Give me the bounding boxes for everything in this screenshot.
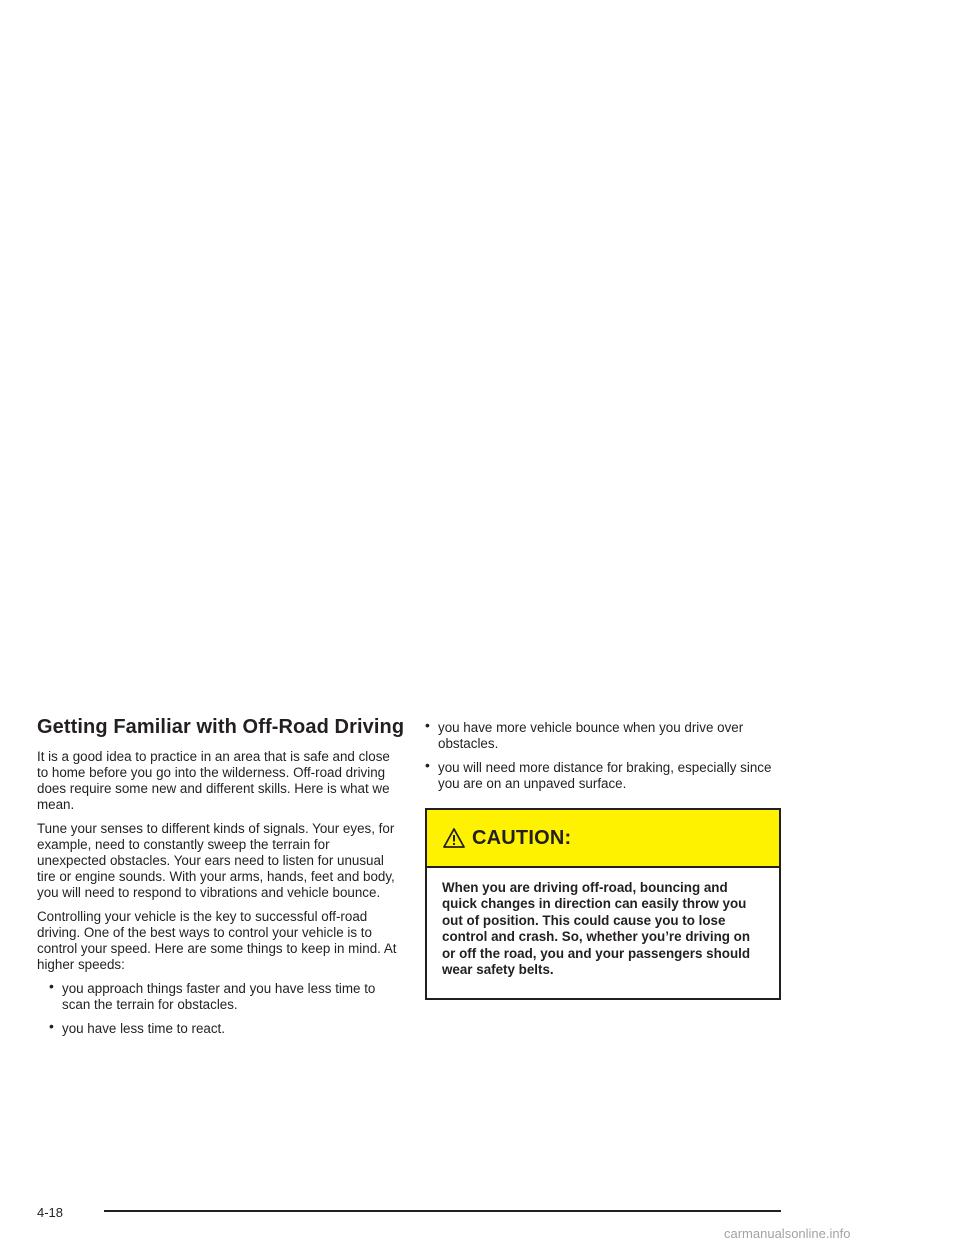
caution-title: CAUTION:: [472, 826, 572, 849]
list-item: • you have more vehicle bounce when you drive over obstacles.: [425, 717, 744, 751]
watermark: carmanualsonline.info: [724, 1226, 851, 1241]
paragraph-speed: Controlling your vehicle is the key to successful off-road driving. One of the best ways to control your vehicle is to control your speed. Here are some things to keep in mind. At higher speeds:: [37, 909, 397, 972]
list-item: • you approach things faster and you have less time to scan the terrain for obstacles.: [49, 978, 376, 1012]
bullet-icon: •: [425, 717, 430, 733]
warning-triangle-icon: [442, 827, 466, 849]
bullet-icon: •: [49, 978, 54, 994]
caution-header: [427, 810, 779, 868]
paragraph-practice: It is a good idea to practice in an area that is safe and close to home before you go into the wilderness. Off-road driving does require some new and different skills. Here is what we mean.: [37, 749, 390, 812]
page-number: 4-18: [37, 1205, 64, 1220]
paragraph-senses: Tune your senses to different kinds of signals. Your eyes, for example, need to constantly sweep the terrain for unexpected obstacles. Your ears need to listen for unusual tire or engine sounds. With your arms, hands, feet and body, you will need to respond to vibrations and vehicle bounce.: [37, 821, 395, 900]
section-title: Getting Familiar with Off-Road Driving: [37, 716, 405, 738]
speed-bullet-list-continued: [425, 717, 781, 792]
bullet-icon: •: [49, 1018, 54, 1034]
list-item: • you will need more distance for braking, especially since you are on an unpaved surface.: [425, 757, 772, 791]
caution-text: When you are driving off-road, bouncing and quick changes in direction can easily throw you out of position. This could cause you to lose control and crash. So, whether you’re driving on or off the road, you and your passengers should wear safety belts.: [442, 880, 751, 978]
bullet-icon: •: [425, 757, 430, 773]
right-column: [425, 717, 781, 1000]
caution-box: [425, 808, 781, 1000]
left-column: [37, 716, 405, 1045]
footer-rule: [104, 1210, 781, 1212]
speed-bullet-list: [37, 978, 397, 1037]
list-item: • you have less time to react.: [49, 1018, 225, 1036]
